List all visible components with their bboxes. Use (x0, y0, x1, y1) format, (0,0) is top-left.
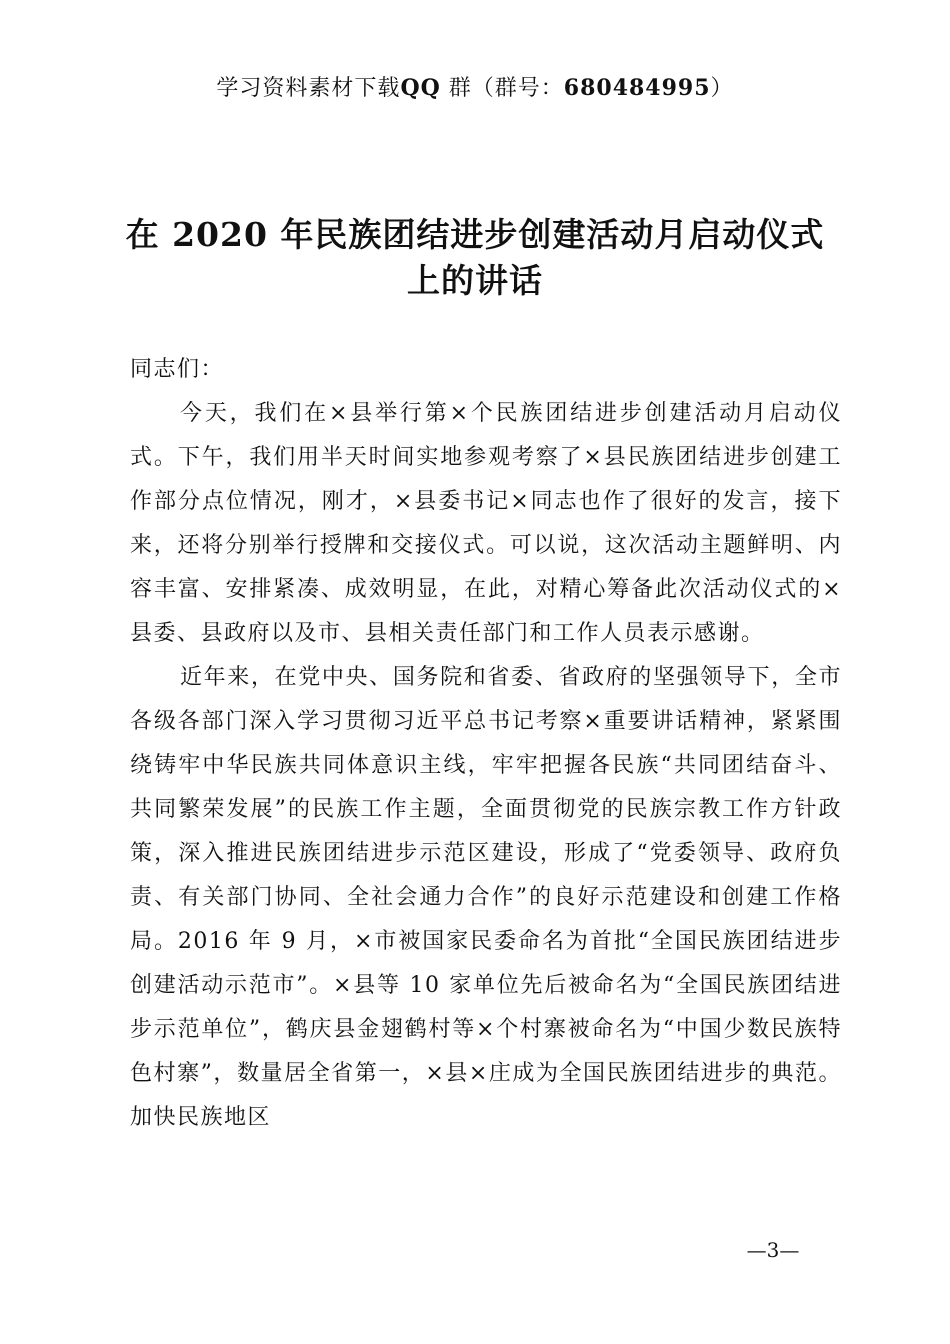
header-group-label: 群（群号： (440, 76, 564, 101)
header-group-number: 680484995 (563, 75, 711, 101)
document-header (0, 72, 950, 105)
header-close-paren: ） (710, 76, 734, 101)
title-line-1: 在 2020 年民族团结进步创建活动月启动仪式 (125, 215, 825, 254)
paragraph-1: 今天，我们在×县举行第×个民族团结进步创建活动月启动仪式。下午，我们用半天时间实地参观考察了×县民族团结进步创建工作部分点位情况，刚才，×县委书记×同志也作了很好的发言，接下来，还将分别举行授牌和交接仪式。可以说，这次活动主题鲜明、内容丰富、安排紧凑、成效明显，在此，对精心筹备此次活动仪式的×县委、县政府以及市、县相关责任部门和工作人员表示感谢。 (130, 401, 842, 646)
document-title (100, 212, 850, 304)
header-text: 学习资料素材下载 (216, 76, 401, 101)
title-line-2: 上的讲话 (407, 261, 543, 300)
page-number: —3— (746, 1238, 800, 1262)
salutation: 同志们： (130, 357, 225, 382)
header-qq: QQ (400, 75, 441, 101)
document-body (130, 348, 842, 1140)
paragraph-2: 近年来，在党中央、国务院和省委、省政府的坚强领导下，全市各级各部门深入学习贯彻习近平总书记考察×重要讲话精神，紧紧围绕铸牢中华民族共同体意识主线，牢牢把握各民族“共同团结奋斗、共同繁荣发展”的民族工作主题，全面贯彻党的民族宗教工作方针政策，深入推进民族团结进步示范区建设，形成了“党委领导、政府负责、有关部门协同、全社会通力合作”的良好示范建设和创建工作格局。2016 年 9 月，×市被国家民委命名为首批“全国民族团结进步创建活动示范市”。×县等 10 家单位先后被命名为“全国民族团结进步示范单位”，鹤庆县金翅鹤村等×个村寨被命名为“中国少数民族特色村寨”，数量居全省第一，×县×庄成为全国民族团结进步的典范。加快民族地区 (130, 665, 842, 1130)
